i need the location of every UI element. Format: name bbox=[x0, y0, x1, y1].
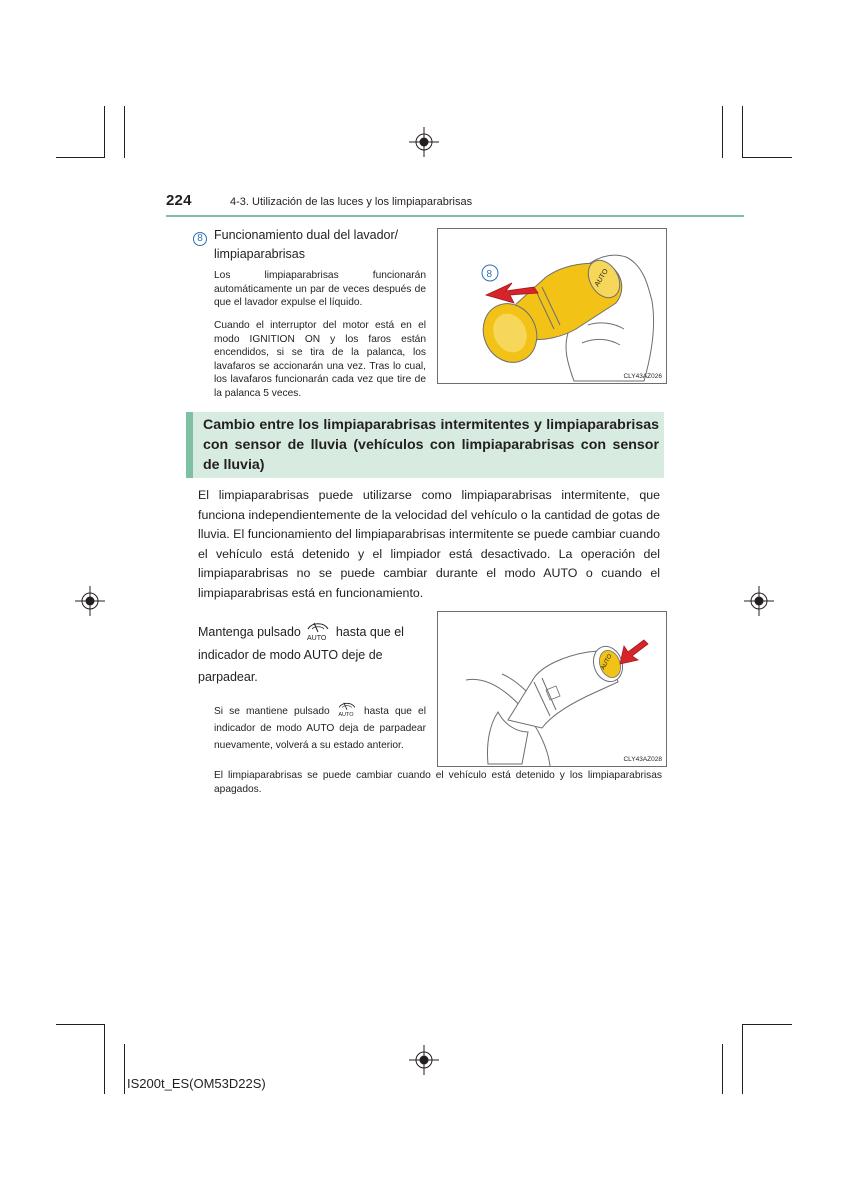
svg-text:8: 8 bbox=[486, 269, 493, 280]
section-heading-text: Cambio entre los limpiaparabrisas intermitentes y limpiaparabrisas con sensor de lluvia (vehículos con limpiaparabrisas con sensor de lluvia) bbox=[203, 417, 659, 473]
item-paragraph-2: Cuando el interruptor del motor está en el modo IGNITION ON y los faros están encendidos, si se tira de la palanca, los lavafaros se accionarán una vez. Tras lo cual, los lavafaros funcionarán cada vez que tire de la palanca 5 veces. bbox=[214, 320, 426, 399]
item-title: Funcionamiento dual del lavador/ limpiaparabrisas bbox=[214, 228, 399, 261]
figure-code: CLY43AZ026 bbox=[623, 373, 662, 380]
wiper-lever-illustration bbox=[438, 229, 666, 383]
registration-mark-left-icon bbox=[75, 586, 105, 616]
document-code: IS200t_ES(OM53D22S) bbox=[127, 1076, 266, 1091]
figure-auto-switch bbox=[437, 611, 667, 767]
registration-mark-bottom-icon bbox=[409, 1045, 439, 1075]
registration-mark-right-icon bbox=[744, 586, 774, 616]
svg-text:AUTO: AUTO bbox=[338, 712, 354, 718]
wiper-switch-illustration bbox=[438, 612, 666, 766]
item-number-badge: 8 bbox=[193, 228, 207, 246]
section-body: El limpiaparabrisas puede utilizarse como limpiaparabrisas intermitente, que funciona independientemente de la velocidad del vehículo o la cantidad de gotas de lluvia. El funcionamiento del limpiaparabrisas intermitente se puede cambiar cuando el vehículo está detenido y el limpiador está desactivado. La operación del limpiaparabrisas no se puede cambiar durante el modo AUTO o cuando el limpiaparabrisas está en funcionamiento. bbox=[198, 488, 660, 600]
registration-mark-top-icon bbox=[409, 127, 439, 157]
step-instruction: Mantenga pulsado AUTO hasta que el indicador de modo AUTO deje de parpadear. bbox=[198, 620, 426, 689]
header-divider bbox=[166, 215, 744, 217]
svg-text:AUTO: AUTO bbox=[593, 267, 610, 289]
item-paragraph-1: Los limpiaparabrisas funcionarán automáticamente un par de veces después de que el lavador expulse el líquido. bbox=[214, 270, 426, 308]
wiper-auto-icon bbox=[304, 620, 332, 642]
wiper-auto-small-icon bbox=[336, 700, 358, 718]
section-heading bbox=[186, 412, 664, 478]
page-number: 224 bbox=[166, 192, 192, 209]
figure-dual-washer bbox=[437, 228, 667, 384]
after-note-text: El limpiaparabrisas se puede cambiar cuando el vehículo está detenido y los limpiaparabrisas apagados. bbox=[214, 770, 662, 795]
note-text: Si se mantiene pulsado AUTO hasta que el indicador de modo AUTO deja de parpadear nuevamente, volverá a su estado anterior. bbox=[214, 700, 426, 754]
svg-text:AUTO: AUTO bbox=[600, 653, 614, 671]
svg-text:AUTO: AUTO bbox=[307, 635, 327, 642]
figure-code-2: CLY43AZ028 bbox=[623, 756, 662, 763]
chapter-title: 4-3. Utilización de las luces y los limpiaparabrisas bbox=[230, 196, 473, 208]
